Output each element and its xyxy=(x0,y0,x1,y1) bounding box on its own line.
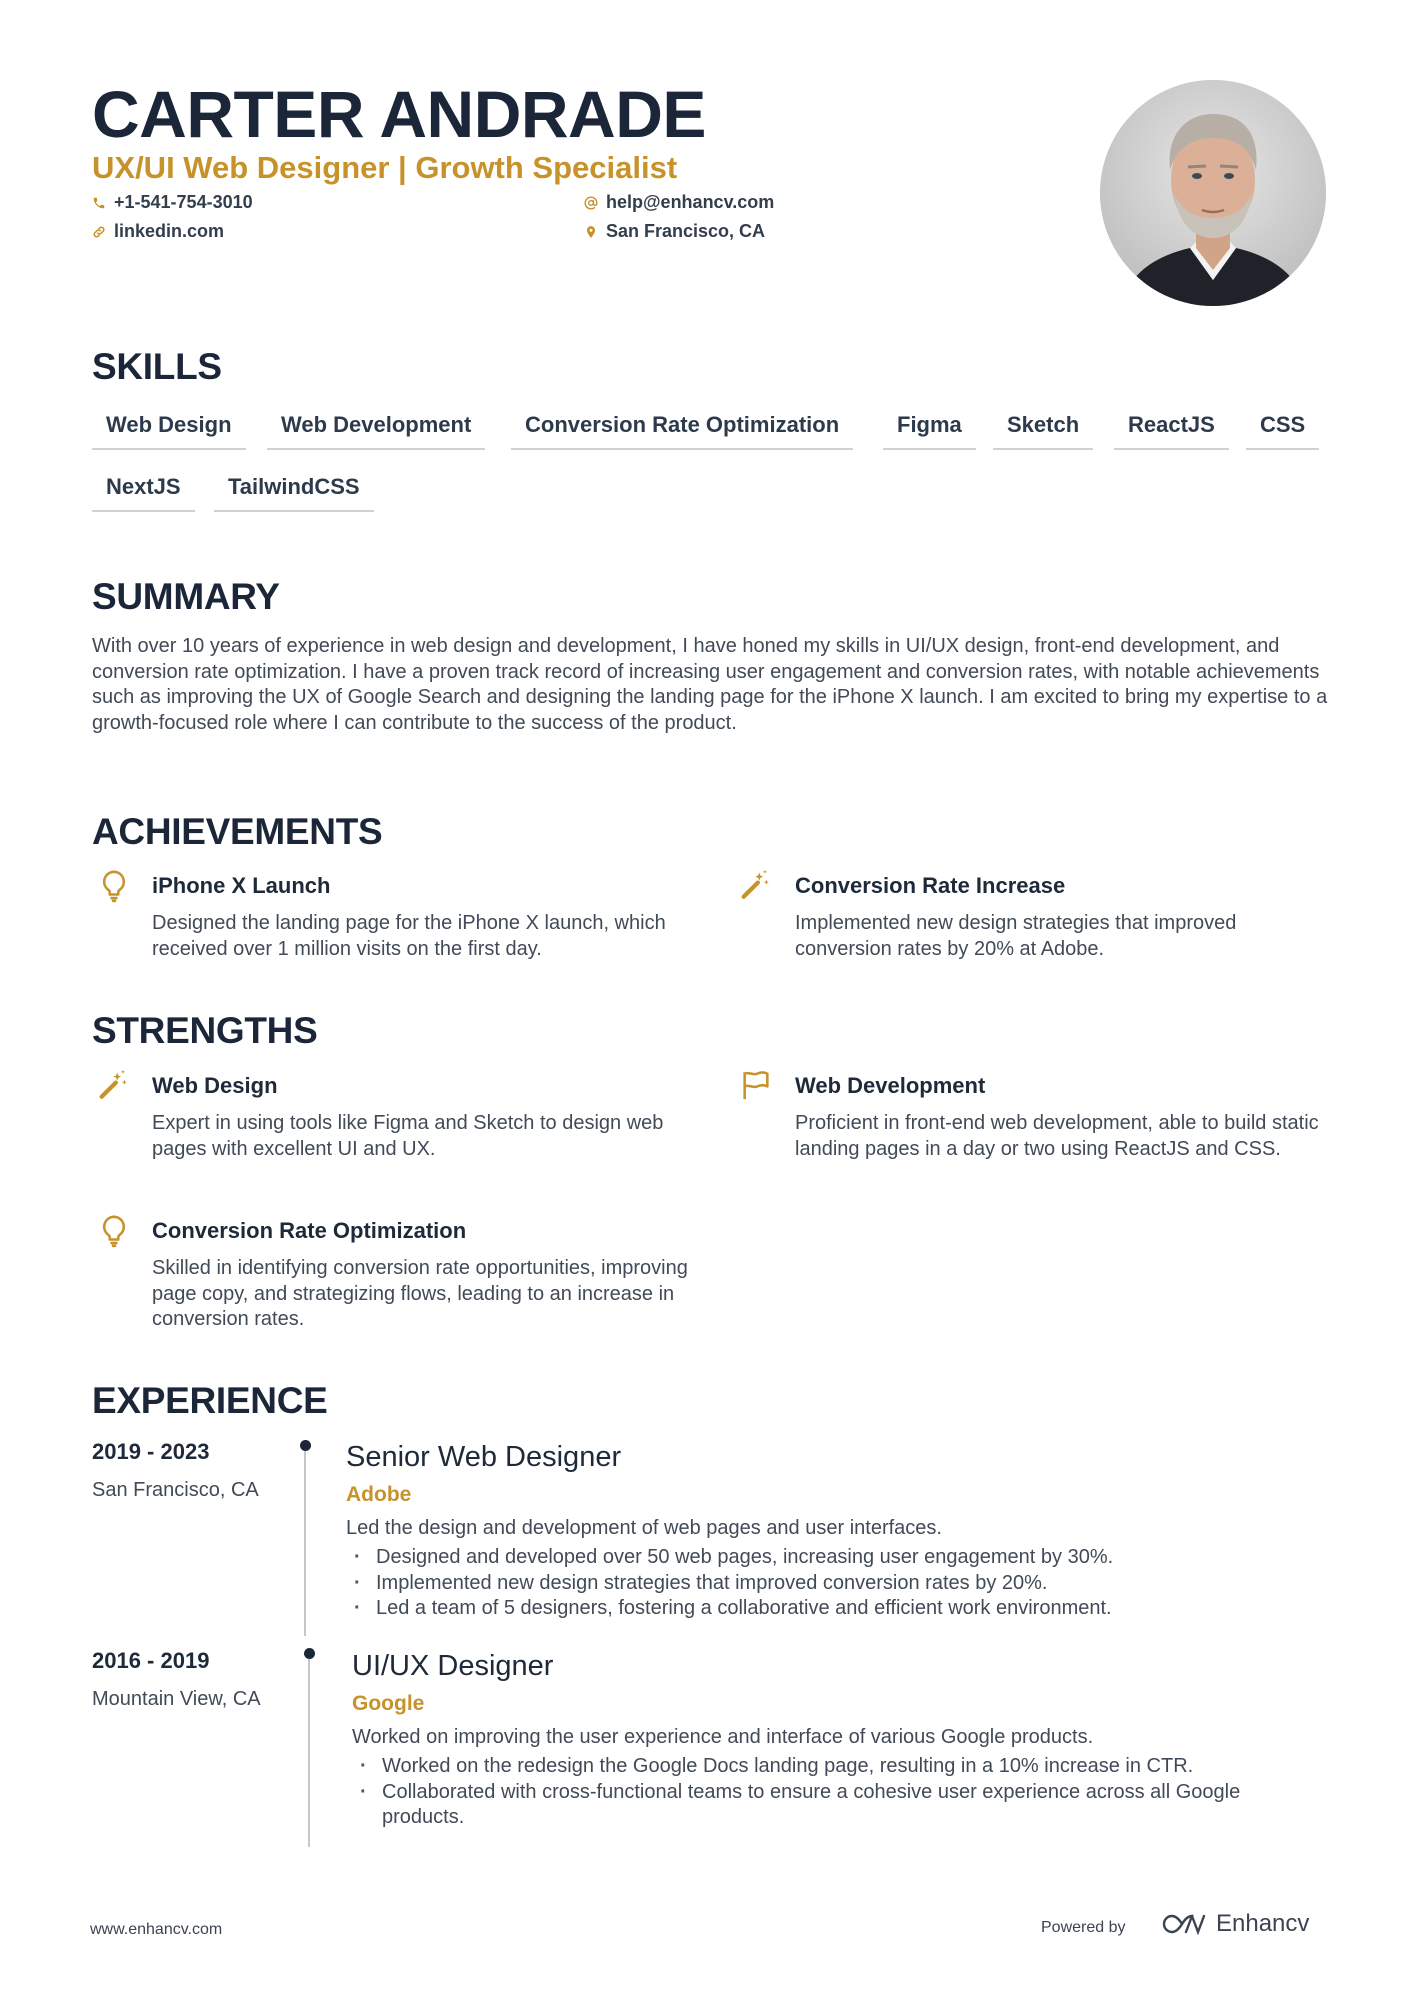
list-item: · Implemented new design strategies that improved conversion rates by 20%. xyxy=(346,1571,1316,1597)
summary-text: With over 10 years of experience in web design and development, I have honed my skills in UI/UX design, front-end development, and conversion rate optimization. I have a proven track record of increasing user engagement and conversion rates, with notable achievements such as improving the UX of Google Search and designing the landing page for the iPhone X launch. I am excited to bring my expertise to a growth-focused role where I can contribute to the success of the product. xyxy=(92,635,1328,734)
phone-text: +1-541-754-3010 xyxy=(114,192,253,212)
experience-location: San Francisco, CA xyxy=(92,1479,259,1501)
linkedin-text: linkedin.com xyxy=(114,221,225,241)
magic-wand-icon xyxy=(96,1067,130,1101)
list-item: · Led a team of 5 designers, fostering a collaborative and efficient work environment. xyxy=(346,1596,1316,1622)
skill-tag: Web Development xyxy=(267,412,485,450)
portrait-image xyxy=(1100,80,1326,306)
strength-desc: Proficient in front-end web development, able to build static landing pages in a day or two using ReactJS and CSS. xyxy=(795,1112,1319,1160)
timeline-line xyxy=(308,1659,310,1847)
experience-company: Adobe xyxy=(346,1483,412,1506)
skill-tag: ReactJS xyxy=(1114,412,1229,450)
link-icon xyxy=(92,225,106,239)
experience-dates: 2019 - 2023 xyxy=(92,1439,210,1464)
skills-heading: SKILLS xyxy=(92,346,222,387)
skill-tag: Conversion Rate Optimization xyxy=(511,412,853,450)
skill-tag: Web Design xyxy=(92,412,246,450)
achievement-title: Conversion Rate Increase xyxy=(795,873,1066,898)
experience-bullets xyxy=(346,1545,1316,1622)
experience-company: Google xyxy=(352,1692,425,1715)
footer-website-link[interactable]: www.enhancv.com xyxy=(90,1921,223,1938)
email-contact[interactable] xyxy=(584,192,774,213)
profile-photo xyxy=(1100,80,1326,306)
experience-location: Mountain View, CA xyxy=(92,1688,261,1710)
strength-title: Conversion Rate Optimization xyxy=(152,1218,467,1243)
candidate-name: CARTER ANDRADE xyxy=(92,77,706,151)
timeline-dot xyxy=(304,1648,315,1659)
achievement-desc: Designed the landing page for the iPhone X launch, which received over 1 million visits on the first day. xyxy=(152,912,666,960)
list-item: · Collaborated with cross-functional teams to ensure a cohesive user experience across all Google products. xyxy=(352,1780,1292,1831)
experience-role: Senior Web Designer xyxy=(346,1441,622,1473)
linkedin-contact[interactable] xyxy=(92,221,224,242)
experience-bullets xyxy=(352,1754,1292,1831)
strength-desc: Skilled in identifying conversion rate opportunities, improving page copy, and strategizing flows, leading to an increase in conversion rates. xyxy=(152,1257,688,1330)
summary-heading: SUMMARY xyxy=(92,576,280,617)
phone-contact[interactable] xyxy=(92,192,253,213)
strengths-heading: STRENGTHS xyxy=(92,1010,318,1051)
enhancv-logo-icon xyxy=(1160,1911,1208,1937)
skill-tag: Sketch xyxy=(993,412,1093,450)
magic-wand-icon xyxy=(738,867,772,901)
timeline-dot xyxy=(300,1440,311,1451)
at-icon xyxy=(584,196,598,210)
skill-tag: TailwindCSS xyxy=(214,474,374,512)
achievements-heading: ACHIEVEMENTS xyxy=(92,811,383,852)
email-text: help@enhancv.com xyxy=(606,192,775,212)
strength-title: Web Design xyxy=(152,1073,278,1098)
strength-title: Web Development xyxy=(795,1073,986,1098)
map-pin-icon xyxy=(584,225,598,239)
achievement-title: iPhone X Launch xyxy=(152,873,331,898)
list-item: · Designed and developed over 50 web pages, increasing user engagement by 30%. xyxy=(346,1545,1316,1571)
experience-description: Worked on improving the user experience and interface of various Google products. xyxy=(352,1726,1094,1748)
achievement-desc: Implemented new design strategies that improved conversion rates by 20% at Adobe. xyxy=(795,912,1237,960)
list-item: · Worked on the redesign the Google Docs landing page, resulting in a 10% increase in CTR. xyxy=(352,1754,1292,1780)
enhancv-logo-text: Enhancv xyxy=(1216,1910,1310,1937)
location-contact xyxy=(584,221,765,242)
enhancv-logo[interactable] xyxy=(1160,1910,1309,1938)
experience-role: UI/UX Designer xyxy=(352,1650,554,1682)
experience-description: Led the design and development of web pages and user interfaces. xyxy=(346,1517,942,1539)
flag-icon xyxy=(739,1068,773,1102)
lightbulb-icon xyxy=(97,1214,131,1248)
timeline-line xyxy=(304,1451,306,1636)
skill-tag: Figma xyxy=(883,412,976,450)
skill-tag: NextJS xyxy=(92,474,195,512)
strength-desc: Expert in using tools like Figma and Sketch to design web pages with excellent UI and UX. xyxy=(152,1112,664,1160)
location-text: San Francisco, CA xyxy=(606,221,766,241)
experience-heading: EXPERIENCE xyxy=(92,1380,328,1421)
lightbulb-icon xyxy=(97,869,131,903)
experience-dates: 2016 - 2019 xyxy=(92,1648,210,1673)
footer-powered-by: Powered by xyxy=(1041,1919,1126,1936)
skill-tag: CSS xyxy=(1246,412,1319,450)
phone-icon xyxy=(92,196,106,210)
candidate-title: UX/UI Web Designer | Growth Specialist xyxy=(92,150,678,185)
